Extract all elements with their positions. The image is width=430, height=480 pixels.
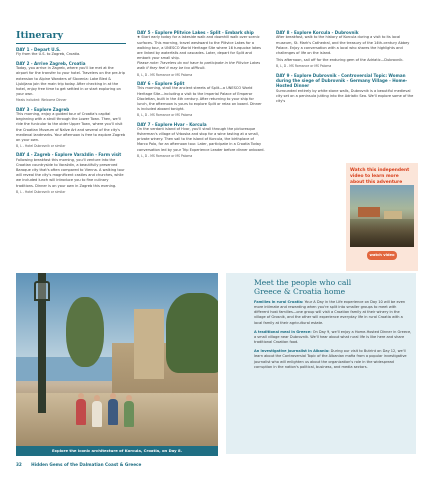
itinerary-title: Itinerary: [16, 30, 64, 41]
day-5-meals: B, L, D - MS Romance or MS Paloma: [137, 72, 193, 77]
video-callout-text: Watch this independent video to learn more about this adventure: [350, 168, 410, 185]
day-9-heading: DAY 9 - Explore Dubrovnik - Controversial Topic: Woman during the siege of Dubrovnik - Germany Village - Home-Hosted Dinner: [276, 72, 408, 89]
footer-title: Hidden Gems of the Dalmatian Coast & Greece: [31, 462, 142, 467]
meet-title: Meet the people who call Greece & Croatia home: [254, 278, 352, 296]
traveler-figure: [76, 399, 86, 425]
day-4-heading: DAY 4 - Zagreb - Explore Varaždin - Farm visit: [16, 152, 122, 158]
day-9-body: Surrounded entirely by white stone walls, Dubrovnik is a beautiful medieval city set on a peninsula jutting into the Adriatic Sea. We'll explore some of the city's: [276, 88, 414, 104]
day-7-body: On the verdant island of Hvar, you'll stroll through the picturesque fisherman's village of Vrboska and stop for a wine tasting at a small, private winery. Then sail to the island of Korcula, the birthplace of Marco Polo, for an afternoon tour. Later, participate in a Croatia Today conversation led by your Trip Experience Leader before dinner onboard.: [137, 127, 265, 152]
day-2-meals: Meals included: Welcome Dinner: [16, 98, 67, 103]
korcula-photo: [16, 273, 218, 454]
photo-caption: Explore the iconic architecture of Korcula, Croatia, on Day 8.: [16, 446, 218, 456]
watch-video-button[interactable]: watch video: [367, 251, 397, 260]
meet-paragraph: An investigative journalist in Albania: During our visit to Butrint on Day 12, we'll learn about the Controversial Topic of the Albanian mafia from a popular investigative journalist who will enlighten us about the organization's role in the widespread corruption in the nation's political, business, and media sectors.: [254, 349, 407, 369]
day-6-body: This morning, stroll the ancient streets of Split—a UNESCO World Heritage Site—including a visit to the Imperial Palace of Emperor Diocletian, built in the 4th century. After returning to your ship for lunch, the afternoon is yours to explore Split or relax on board. Dinner is included aboard tonight.: [137, 86, 262, 111]
title-divider: [16, 43, 126, 44]
traveler-figure: [124, 401, 134, 427]
meet-the-people-box: [226, 273, 416, 454]
day-5-note: Please note: Travelers do not have to participate in the Plitvice Lakes walk if they feel it may be too difficult.: [137, 61, 261, 71]
day-8-meals: B, L, D - MS Romance or MS Paloma: [276, 64, 332, 69]
itinerary-column-1: [16, 47, 126, 195]
meet-body: [254, 300, 412, 374]
day-6-meals: B, L, D - MS Romance or MS Paloma: [137, 113, 193, 118]
traveler-figure: [92, 401, 102, 427]
day-2-heading: DAY 2 - Arrive Zagreb, Croatia: [16, 60, 86, 66]
day-1-heading: DAY 1 - Depart U.S.: [16, 47, 61, 52]
day-8-body-2: This afternoon, sail off for the enduring gem of the Adriatic—Dubrovnik.: [276, 58, 404, 63]
itinerary-column-3: [276, 30, 416, 104]
day-5-body: ★ Start early today for a lakeside walk and downhill walk over scenic surfaces. This morning, travel westward to the Plitvice Lakes for a walking tour, a UNESCO World Heritage Site where 16 turquoise lakes are linked by waterfalls and cascades. Later, depart for Split and embark your small ship.: [137, 35, 261, 61]
meet-paragraph: A traditional meal in Greece: On Day 9, we'll enjoy a Home-Hosted Dinner in Greece, a small village near Dubrovnik. We'll hear about what rural life is like here and share traditional Croatian food.: [254, 329, 412, 345]
day-1-body: Fly from the U.S. to Zagreb, Croatia.: [16, 52, 81, 57]
day-3-meals: B, L - Hotel Dubrovnik or similar: [16, 144, 66, 148]
page-number: 32: [16, 462, 22, 467]
day-8-heading: DAY 8 - Explore Korcula - Dubrovnik: [276, 30, 359, 35]
day-7-heading: DAY 7 - Explore Hvar - Korcula: [137, 121, 207, 127]
day-3-heading: DAY 3 - Explore Zagreb: [16, 106, 70, 112]
day-2-body: Today, you arrive in Zagreb, where you'll be met at the airport for the transfer to your hotel. Travelers on the pre-trip extension to Alpine Wonders of Slovenia: Lake Bled & Ljubljana join the main trip today. After checking in at the hotel, enjoy free time to get settled in or start exploring on your own.: [16, 66, 125, 97]
meet-paragraph: Families in rural Croatia: Your A Day in the Life experience on Day 10 will be even more intimate and rewarding when you're split into smaller groups to meet with different host families—one group will visit a Croatian family at their winery in the village of Grosnik, and the other will experience everyday life in rural Croatia with a local family at their agricultural estate.: [254, 300, 406, 325]
day-6-heading: DAY 6 - Explore Split: [137, 80, 185, 86]
day-3-body: This morning, enjoy a guided tour of Croatia's capital beginning with a stroll through the Lower Town. Then, we'll ride the funicular to the older Upper Town, where you'll visit the Croatian Museum of Naïve Art and several of the city's medieval landmarks. Your afternoon is free to explore Zagreb on your own.: [16, 112, 126, 142]
traveler-figure: [108, 399, 118, 425]
day-4-meals: B, L - Hotel Dubrovnik or similar: [16, 189, 66, 194]
day-4-body: Following breakfast this morning, you'll venture into the Croatian countryside to Varaždin, a beautifully preserved Baroque city that's often compared to Vienna. A walking tour will reveal the city's magnificent castles and churches, while we included lunch will introduce you to fine culinary traditions. Dinner is on your own in Zagreb this evening.: [16, 157, 125, 188]
video-thumbnail[interactable]: [350, 185, 414, 247]
day-8-body: After breakfast, walk to the history of Korcula during a visit to its local museum, St. Mark's Cathedral, and the treasury of the 14th-century Abbey Palace. Enjoy a conversation with a local who shares the highlights and challenges of life on the island.: [276, 35, 410, 55]
video-callout: [346, 163, 418, 271]
day-7-meals: B, L, D - MS Romance or MS Paloma: [137, 153, 193, 158]
day-5-heading: DAY 5 - Explore Plitvice Lakes - Split - Embark ship: [137, 30, 254, 35]
itinerary-column-2: [137, 30, 265, 159]
page-footer: [16, 462, 416, 468]
